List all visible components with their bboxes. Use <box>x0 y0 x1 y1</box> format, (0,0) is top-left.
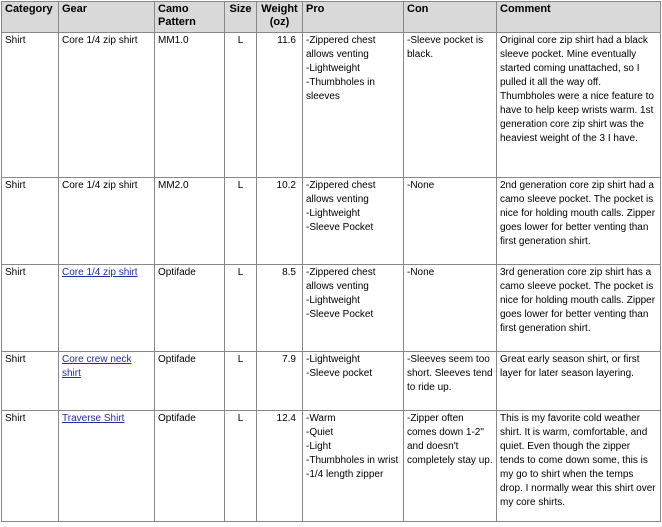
header-category: Category <box>2 2 59 33</box>
con-item: -None <box>407 180 435 191</box>
size-cell: L <box>225 178 257 265</box>
pro-item: -Quiet <box>306 427 334 438</box>
comment-cell: Original core zip shirt had a black sleeve pocket. Mine eventually started coming unattached, so I pulled it all the way off. Thumbholes were a nice feature to have to help keep wrists warm. 1st generation core zip shirt was the heaviest weight of the 3 I have. <box>497 33 661 178</box>
camo-pattern-cell: MM1.0 <box>155 33 225 178</box>
header-row <box>2 2 661 33</box>
header-comment: Comment <box>497 2 661 33</box>
table-row <box>2 33 661 178</box>
table-row <box>2 265 661 352</box>
weight-cell: 12.4 <box>257 411 303 522</box>
camo-pattern-cell: Optifade <box>155 265 225 352</box>
category-cell: Shirt <box>2 352 59 411</box>
gear-link[interactable]: Core crew neck shirt <box>62 354 132 379</box>
comment-cell: 3rd generation core zip shirt has a camo sleeve pocket. The pocket is nice for holding mouth calls. Zipper goes lower for better venting than first generation shirt. <box>497 265 661 352</box>
pro-item: -Warm <box>306 413 336 424</box>
gear-review-table <box>1 1 661 522</box>
con-cell <box>404 265 497 352</box>
pro-item: -Zippered chest allows venting <box>306 267 376 292</box>
pro-item: -Zippered chest allows venting <box>306 35 376 60</box>
pro-cell <box>303 33 404 178</box>
camo-pattern-cell: Optifade <box>155 411 225 522</box>
pro-item: -Light <box>306 441 332 452</box>
pro-item: -Thumbholes in wrist <box>306 455 399 466</box>
table-body <box>2 33 661 522</box>
comment-cell: Great early season shirt, or first layer for later season layering. <box>497 352 661 411</box>
pro-item: -Sleeve Pocket <box>306 309 374 320</box>
gear-cell <box>59 352 155 411</box>
pro-item: -Lightweight <box>306 295 360 306</box>
gear-cell <box>59 33 155 178</box>
category-cell: Shirt <box>2 265 59 352</box>
con-item: -Sleeves seem too short. Sleeves tend to ride up. <box>407 354 493 393</box>
comment-cell: 2nd generation core zip shirt had a camo sleeve pocket. The pocket is nice for holding mouth calls. Zipper goes lower for better venting than first generation shirt. <box>497 178 661 265</box>
table-row <box>2 411 661 522</box>
camo-pattern-cell: Optifade <box>155 352 225 411</box>
category-cell: Shirt <box>2 33 59 178</box>
pro-cell <box>303 178 404 265</box>
con-cell <box>404 178 497 265</box>
gear-cell <box>59 265 155 352</box>
header-pro: Pro <box>303 2 404 33</box>
header-gear: Gear <box>59 2 155 33</box>
size-cell: L <box>225 265 257 352</box>
con-item: -Sleeve pocket is black. <box>407 35 484 60</box>
pro-item: -Zippered chest allows venting <box>306 180 376 205</box>
con-cell <box>404 411 497 522</box>
gear-name: Core 1/4 zip shirt <box>62 35 138 46</box>
pro-cell <box>303 411 404 522</box>
header-camo-pattern: Camo Pattern <box>155 2 225 33</box>
category-cell: Shirt <box>2 178 59 265</box>
size-cell: L <box>225 411 257 522</box>
pro-item: -Lightweight <box>306 63 360 74</box>
pro-item: -Sleeve pocket <box>306 368 373 379</box>
comment-cell: This is my favorite cold weather shirt. It is warm, comfortable, and quiet. Even though the zipper tends to come down some, this is my go to shirt when the temps drop. I normally wear this shirt over my core shirts. <box>497 411 661 522</box>
pro-item: -Thumbholes in sleeves <box>306 77 375 102</box>
weight-cell: 11.6 <box>257 33 303 178</box>
weight-cell: 10.2 <box>257 178 303 265</box>
gear-name: Core 1/4 zip shirt <box>62 180 138 191</box>
gear-link[interactable]: Core 1/4 zip shirt <box>62 267 138 278</box>
con-item: -Zipper often comes down 1-2" and doesn't completely stay up. <box>407 413 493 466</box>
header-weight: Weight (oz) <box>257 2 303 33</box>
gear-cell <box>59 411 155 522</box>
header-con: Con <box>404 2 497 33</box>
pro-item: -1/4 length zipper <box>306 469 384 480</box>
weight-cell: 8.5 <box>257 265 303 352</box>
weight-cell: 7.9 <box>257 352 303 411</box>
table-row <box>2 178 661 265</box>
category-cell: Shirt <box>2 411 59 522</box>
pro-item: -Sleeve Pocket <box>306 222 374 233</box>
header-size: Size <box>225 2 257 33</box>
pro-item: -Lightweight <box>306 354 360 365</box>
size-cell: L <box>225 352 257 411</box>
pro-cell <box>303 352 404 411</box>
con-cell <box>404 33 497 178</box>
gear-link[interactable]: Traverse Shirt <box>62 413 125 424</box>
camo-pattern-cell: MM2.0 <box>155 178 225 265</box>
con-cell <box>404 352 497 411</box>
table-row <box>2 352 661 411</box>
size-cell: L <box>225 33 257 178</box>
pro-cell <box>303 265 404 352</box>
gear-cell <box>59 178 155 265</box>
con-item: -None <box>407 267 435 278</box>
pro-item: -Lightweight <box>306 208 360 219</box>
